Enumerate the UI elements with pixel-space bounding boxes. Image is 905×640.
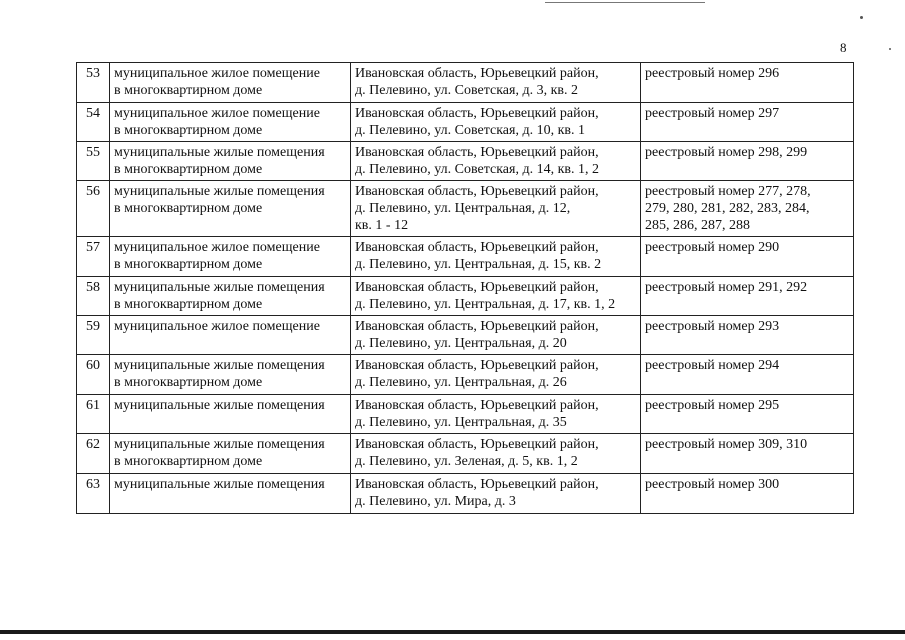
property-name-cell: муниципальное жилое помещение в многоквартирном доме xyxy=(110,63,351,103)
property-name-cell: муниципальное жилое помещение в многоквартирном доме xyxy=(110,237,351,277)
registry-table-body xyxy=(77,63,854,514)
table-row xyxy=(77,316,854,355)
registry-number-cell: реестровый номер 295 xyxy=(641,395,854,434)
row-number: 57 xyxy=(77,237,110,277)
table-row xyxy=(77,434,854,474)
header-rule xyxy=(545,2,705,3)
row-number: 56 xyxy=(77,181,110,237)
row-number: 59 xyxy=(77,316,110,355)
registry-number-cell: реестровый номер 294 xyxy=(641,355,854,395)
property-name-cell: муниципальное жилое помещение xyxy=(110,316,351,355)
footer-bar xyxy=(0,630,905,634)
registry-number-cell: реестровый номер 277, 278, 279, 280, 281, 282, 283, 284, 285, 286, 287, 288 xyxy=(641,181,854,237)
row-number: 63 xyxy=(77,474,110,514)
property-registry-table xyxy=(76,62,854,514)
registry-number-cell: реестровый номер 300 xyxy=(641,474,854,514)
property-address-cell: Ивановская область, Юрьевецкий район, д. Пелевино, ул. Советская, д. 3, кв. 2 xyxy=(351,63,641,103)
property-name-cell: муниципальные жилые помещения в многоквартирном доме xyxy=(110,142,351,181)
scan-speck xyxy=(860,16,863,19)
registry-number-cell: реестровый номер 297 xyxy=(641,103,854,142)
property-address-cell: Ивановская область, Юрьевецкий район, д. Пелевино, ул. Центральная, д. 35 xyxy=(351,395,641,434)
property-address-cell: Ивановская область, Юрьевецкий район, д. Пелевино, ул. Центральная, д. 17, кв. 1, 2 xyxy=(351,277,641,316)
row-number: 55 xyxy=(77,142,110,181)
row-number: 58 xyxy=(77,277,110,316)
registry-number-cell: реестровый номер 298, 299 xyxy=(641,142,854,181)
registry-number-cell: реестровый номер 309, 310 xyxy=(641,434,854,474)
property-address-cell: Ивановская область, Юрьевецкий район, д. Пелевино, ул. Зеленая, д. 5, кв. 1, 2 xyxy=(351,434,641,474)
property-address-cell: Ивановская область, Юрьевецкий район, д. Пелевино, ул. Советская, д. 14, кв. 1, 2 xyxy=(351,142,641,181)
property-name-cell: муниципальные жилые помещения в многоквартирном доме xyxy=(110,434,351,474)
row-number: 62 xyxy=(77,434,110,474)
table-row xyxy=(77,63,854,103)
registry-number-cell: реестровый номер 291, 292 xyxy=(641,277,854,316)
table-row xyxy=(77,474,854,514)
property-address-cell: Ивановская область, Юрьевецкий район, д. Пелевино, ул. Мира, д. 3 xyxy=(351,474,641,514)
table-row xyxy=(77,237,854,277)
table-row xyxy=(77,277,854,316)
scan-speck xyxy=(889,48,891,50)
table-row xyxy=(77,355,854,395)
registry-number-cell: реестровый номер 296 xyxy=(641,63,854,103)
property-address-cell: Ивановская область, Юрьевецкий район, д. Пелевино, ул. Центральная, д. 12, кв. 1 - 12 xyxy=(351,181,641,237)
table-row xyxy=(77,103,854,142)
registry-number-cell: реестровый номер 293 xyxy=(641,316,854,355)
row-number: 54 xyxy=(77,103,110,142)
row-number: 61 xyxy=(77,395,110,434)
property-address-cell: Ивановская область, Юрьевецкий район, д. Пелевино, ул. Центральная, д. 20 xyxy=(351,316,641,355)
property-name-cell: муниципальное жилое помещение в многоквартирном доме xyxy=(110,103,351,142)
property-name-cell: муниципальные жилые помещения в многоквартирном доме xyxy=(110,277,351,316)
table-row xyxy=(77,142,854,181)
table-row xyxy=(77,181,854,237)
property-name-cell: муниципальные жилые помещения xyxy=(110,474,351,514)
property-address-cell: Ивановская область, Юрьевецкий район, д. Пелевино, ул. Советская, д. 10, кв. 1 xyxy=(351,103,641,142)
registry-number-cell: реестровый номер 290 xyxy=(641,237,854,277)
property-name-cell: муниципальные жилые помещения в многоквартирном доме xyxy=(110,355,351,395)
row-number: 60 xyxy=(77,355,110,395)
property-address-cell: Ивановская область, Юрьевецкий район, д. Пелевино, ул. Центральная, д. 15, кв. 2 xyxy=(351,237,641,277)
table-row xyxy=(77,395,854,434)
page-number: 8 xyxy=(840,40,847,55)
property-name-cell: муниципальные жилые помещения в многоквартирном доме xyxy=(110,181,351,237)
property-address-cell: Ивановская область, Юрьевецкий район, д. Пелевино, ул. Центральная, д. 26 xyxy=(351,355,641,395)
row-number: 53 xyxy=(77,63,110,103)
property-name-cell: муниципальные жилые помещения xyxy=(110,395,351,434)
